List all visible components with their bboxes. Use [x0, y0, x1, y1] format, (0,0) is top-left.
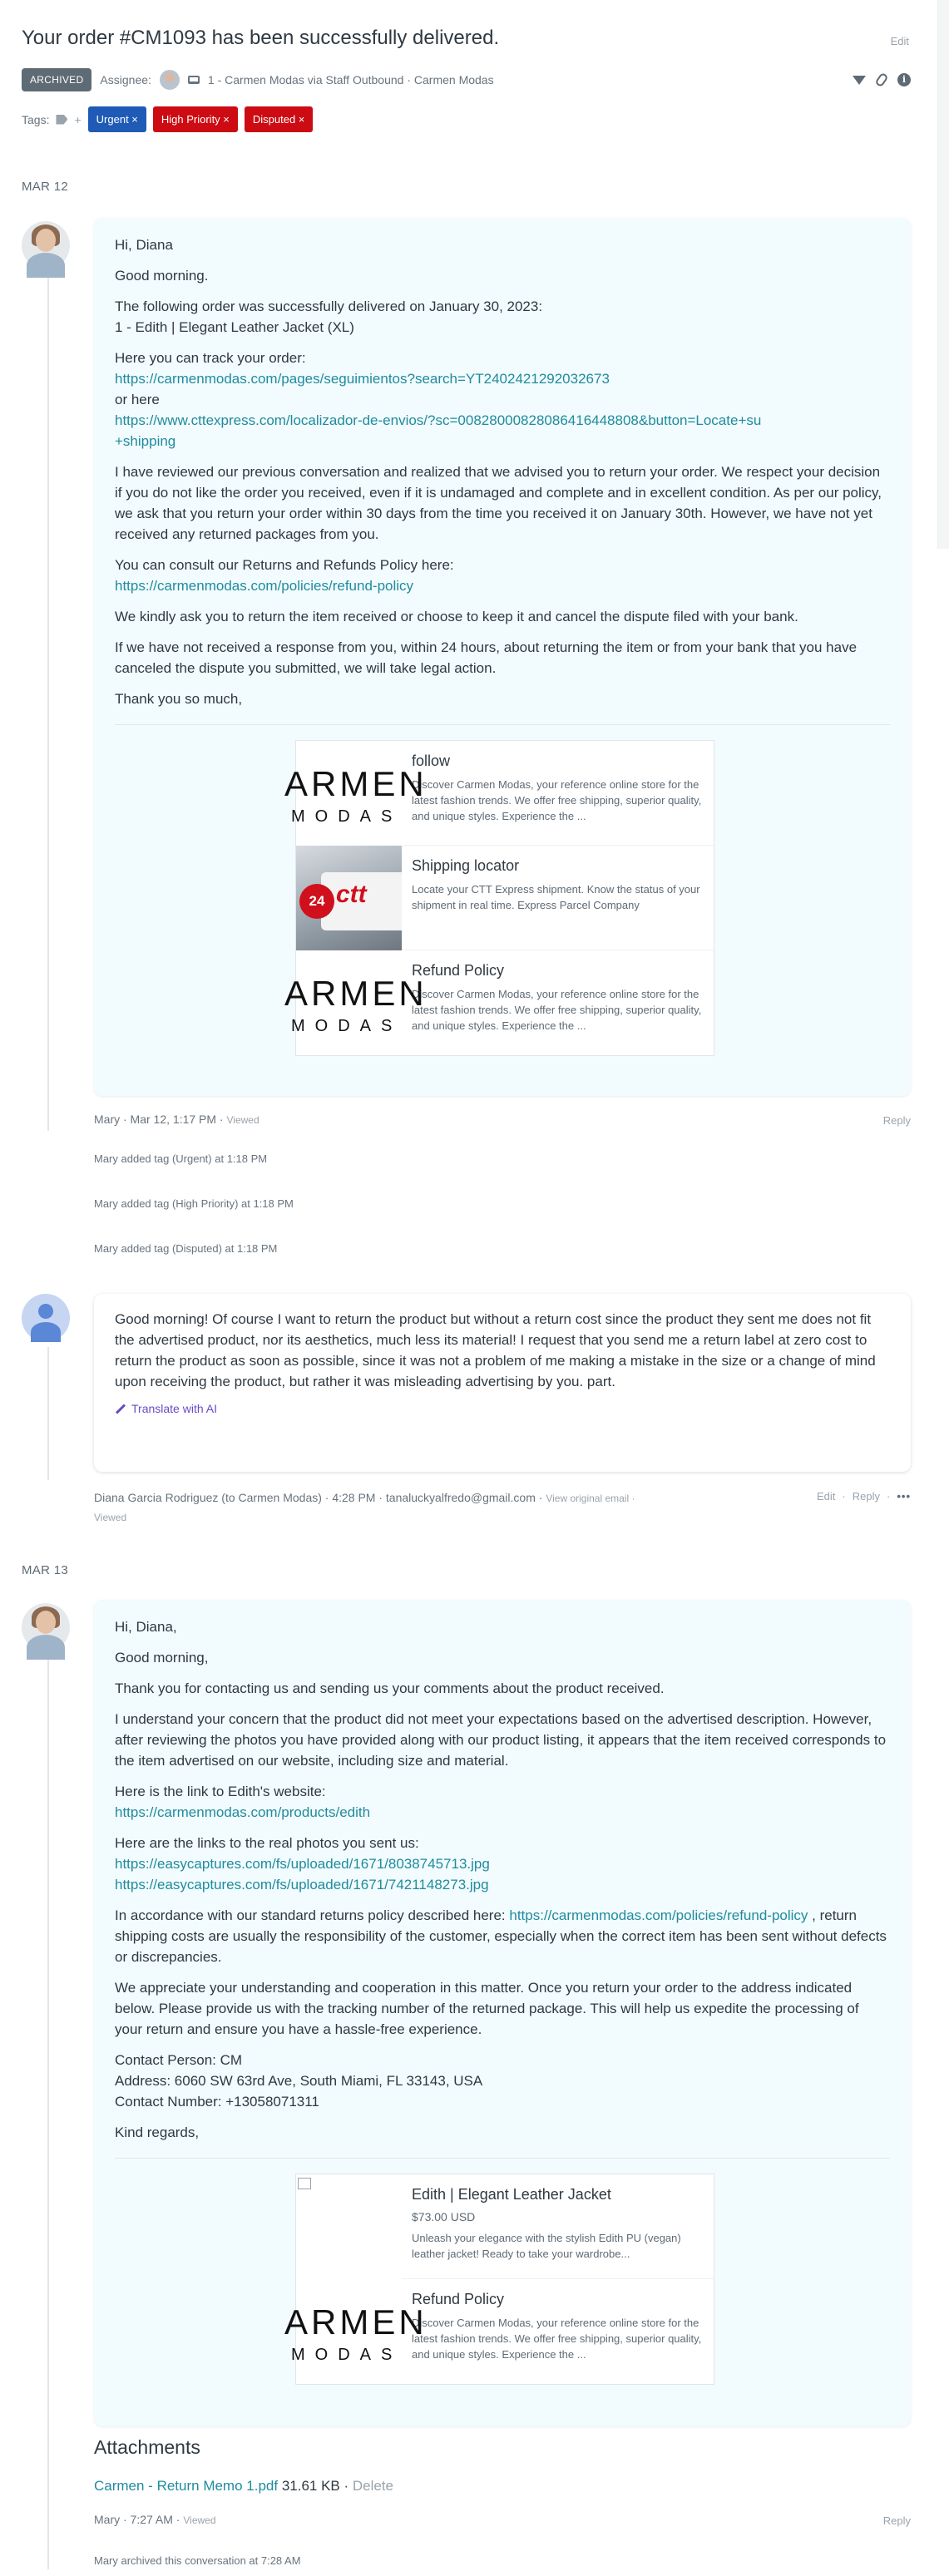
tag-urgent[interactable]: Urgent × — [88, 106, 146, 132]
product-image-placeholder — [296, 2174, 402, 2279]
tags-label: Tags: — [22, 112, 50, 126]
author-timestamp: Mary · 7:27 AM · — [94, 2513, 184, 2526]
card-description: Locate your CTT Express shipment. Know the status of your shipment in real time. Express Parcel Company — [412, 883, 700, 911]
message-text: Good morning! Of course I want to return the product but without a return cost since the product they sent me does not fit the advertised product, nor its aesthetics, much less its material! I request that you send me a return label at zero cost to return the product as soon as possible, since it was not a problem of me making a mistake in the size or a change of mind upon receiving the product, but rather it was misleading advertising by you. part. — [115, 1311, 876, 1389]
edit-title-link[interactable]: Edit — [890, 35, 909, 47]
assignee-text[interactable]: 1 - Carmen Modas via Staff Outbound · Carmen Modas — [207, 73, 494, 86]
divider — [115, 724, 890, 725]
tag-disputed[interactable]: Disputed × — [245, 106, 314, 132]
refund-policy-link[interactable]: https://carmenmodas.com/policies/refund-policy — [509, 1907, 808, 1923]
message-text — [115, 348, 890, 452]
logo-text: MODAS — [291, 1017, 403, 1035]
activity-event: Mary added tag (Disputed) at 1:18 PM — [94, 1242, 278, 1255]
link-previews — [284, 2174, 714, 2385]
file-size: 31.61 KB · — [278, 2478, 353, 2494]
message-actions — [817, 1490, 911, 1503]
translate-with-ai-button[interactable] — [115, 1402, 890, 1415]
activity-event: Mary added tag (Urgent) at 1:18 PM — [94, 1152, 268, 1165]
link-preview-card[interactable] — [284, 741, 714, 846]
logo-text: MODAS — [291, 2346, 403, 2364]
carmen-modas-logo — [284, 2279, 428, 2384]
more-actions-icon[interactable]: ••• — [897, 1490, 911, 1503]
contact-person: Contact Person: CM — [115, 2052, 243, 2068]
text-line: Here is the link to Edith's website: — [115, 1784, 326, 1799]
card-price: $73.00 USD — [412, 2210, 476, 2223]
message-text — [115, 1905, 890, 1967]
activity-event: Mary added tag (High Priority) at 1:18 PM — [94, 1197, 294, 1210]
text-line: You can consult our Returns and Refunds Policy here: — [115, 557, 454, 573]
message-meta — [94, 1488, 801, 1527]
card-title[interactable]: Edith | Elegant Leather Jacket — [412, 2186, 611, 2203]
tags-row — [22, 106, 313, 132]
laptop-icon — [188, 76, 200, 84]
tracking-link[interactable]: https://carmenmodas.com/pages/seguimientos?search=YT2402421292032673 — [115, 371, 610, 387]
card-title[interactable]: follow — [412, 753, 451, 769]
card-title[interactable]: Shipping locator — [412, 857, 520, 874]
delete-attachment-button[interactable]: Delete — [352, 2478, 394, 2494]
timeline-line — [47, 1630, 49, 2569]
message-text: Kind regards, — [115, 2124, 200, 2140]
attachment-file-link[interactable]: Carmen - Return Memo 1.pdf — [94, 2478, 279, 2494]
link-preview-card[interactable] — [284, 950, 714, 1055]
assignee-label: Assignee: — [100, 73, 151, 86]
logo-text: ARMEN — [284, 974, 428, 1013]
divider — [115, 2158, 890, 2159]
photo-link[interactable]: https://easycaptures.com/fs/uploaded/1671/8038745713.jpg — [115, 1856, 490, 1872]
text-line: , return shipping costs are usually the responsibility of the customer, especially when the correct item has been sent without defects or discrepancies. — [115, 1907, 887, 1965]
reply-button[interactable]: Reply — [882, 1114, 911, 1127]
add-tag-button[interactable]: + — [74, 112, 82, 126]
separator: · — [629, 1493, 635, 1504]
author-timestamp: Mary · Mar 12, 1:17 PM · — [94, 1113, 227, 1126]
message-text: We kindly ask you to return the item received or choose to keep it and cancel the dispute filed with your bank. — [115, 609, 798, 624]
ticket-actions — [853, 73, 911, 86]
viewed-status: Viewed — [226, 1114, 259, 1126]
customer-message — [94, 1294, 911, 1472]
card-description: Discover Carmen Modas, your reference online store for the latest fashion trends. We offer free shipping, superior quality, and unique styles. Experience the ... — [412, 988, 702, 1032]
page-scrollbar[interactable] — [937, 0, 949, 549]
timeline-line — [47, 249, 49, 1131]
text-line: In accordance with our standard returns policy described here: — [115, 1907, 510, 1923]
logo-text: ARMEN — [284, 764, 428, 803]
contact-number: Contact Number: +13058071311 — [115, 2094, 319, 2110]
photo-link[interactable]: https://easycaptures.com/fs/uploaded/1671/7421148273.jpg — [115, 1877, 489, 1893]
ticket-meta-row — [22, 68, 494, 91]
contact-address: Address: 6060 SW 63rd Ave, South Miami, FL 33143, USA — [115, 2073, 483, 2089]
customer-avatar — [22, 1294, 70, 1342]
agent-message — [94, 218, 911, 1096]
link-preview-card[interactable] — [296, 846, 714, 950]
logo-text: MODAS — [291, 807, 403, 826]
refund-policy-link[interactable]: https://carmenmodas.com/policies/refund-policy — [115, 578, 414, 594]
ticket-title: Your order #CM1093 has been successfully delivered. — [22, 27, 500, 49]
greeting: Hi, Diana — [115, 237, 173, 253]
edit-button[interactable]: Edit — [817, 1490, 836, 1503]
viewed-status: Viewed — [94, 1512, 127, 1523]
message-text: I understand your concern that the product did not meet your expectations based on the advertised description. However, after reviewing the photos you have provided along with our product listing, it appears that the item received corresponds to the item advertised on our website, including size and material. — [115, 1711, 887, 1769]
info-icon[interactable]: i — [897, 73, 911, 86]
ctt-tracking-link[interactable]: https://www.cttexpress.com/localizador-de-envios/?sc=00828000828086416448808&button=Locate+su — [115, 412, 762, 428]
message-meta — [94, 1113, 259, 1126]
agent-avatar — [22, 221, 70, 269]
contact-block — [115, 2050, 890, 2112]
agent-message — [94, 1600, 911, 2426]
text-line: Here are the links to the real photos you sent us: — [115, 1835, 419, 1851]
message-text — [115, 1781, 890, 1823]
message-meta — [94, 2513, 216, 2526]
text-line: 1 - Edith | Elegant Leather Jacket (XL) — [115, 319, 354, 335]
broken-image-icon — [298, 2178, 311, 2189]
text-line: The following order was successfully delivered on January 30, 2023: — [115, 299, 543, 314]
agent-avatar — [22, 1603, 70, 1651]
filter-icon[interactable] — [853, 76, 866, 85]
message-text: Good morning. — [115, 268, 209, 284]
timeline-line — [47, 1347, 49, 1480]
separator: · — [842, 1490, 846, 1503]
message-text: I have reviewed our previous conversation and realized that we advised you to return your order. We respect your decision if you do not like the order you received, even if it is undamaged and complete and in excellent condition. As per our policy, we ask that you return your order within 30 days from the time you received it on January 30th. However, we have not yet received any returned packages from you. — [115, 464, 882, 542]
link-preview-card[interactable] — [284, 2279, 714, 2384]
carmen-modas-logo — [284, 950, 428, 1055]
message-text: Thank you for contacting us and sending us your comments about the product received. — [115, 1680, 665, 1696]
card-description: Unleash your elegance with the stylish Edith PU (vegan) leather jacket! Ready to take your wardrobe... — [412, 2232, 681, 2260]
greeting: Hi, Diana, — [115, 1619, 177, 1635]
date-separator: MAR 12 — [22, 180, 68, 194]
card-description: Discover Carmen Modas, your reference online store for the latest fashion trends. We offer free shipping, superior quality, and unique styles. Experience the ... — [412, 778, 702, 822]
message-text: If we have not received a response from you, within 24 hours, about returning the item or from your bank that you have canceled the dispute you submitted, we will take legal action. — [115, 639, 858, 676]
viewed-status: Viewed — [183, 2514, 216, 2526]
ctt-shipping-image — [296, 846, 402, 950]
attachment-item — [94, 2478, 393, 2495]
activity-event: Mary archived this conversation at 7:28 AM — [94, 2554, 301, 2567]
date-separator: MAR 13 — [22, 1563, 68, 1577]
link-preview-card[interactable] — [296, 2174, 714, 2279]
message-text — [115, 555, 890, 596]
status-badge: ARCHIVED — [22, 68, 91, 91]
message-text — [115, 296, 890, 338]
ctt-badge: 24 — [299, 884, 334, 919]
tag-high-priority[interactable]: High Priority × — [153, 106, 238, 132]
view-original-email-link[interactable]: View original email — [546, 1493, 630, 1504]
reply-button[interactable]: Reply — [852, 1490, 880, 1503]
attachments-heading: Attachments — [94, 2436, 200, 2458]
author-timestamp: Diana Garcia Rodriguez (to Carmen Modas) · 4:28 PM · tanaluckyalfredo@gmail.com · — [94, 1491, 546, 1504]
card-title[interactable]: Refund Policy — [412, 2291, 505, 2307]
logo-text: ARMEN — [284, 2302, 428, 2342]
carmen-modas-logo — [284, 741, 428, 846]
text-line: or here — [115, 392, 160, 407]
message-text: We appreciate your understanding and cooperation in this matter. Once you return your order to the address indicated below. Please provide us with the tracking number of the returned package. This will help us expedite the processing of your return and ensure you have a hassle-free experience. — [115, 1980, 859, 2037]
separator: · — [887, 1490, 891, 1503]
paperclip-icon[interactable] — [874, 72, 888, 88]
message-text: Thank you so much, — [115, 691, 243, 707]
ctt-tracking-link[interactable]: +shipping — [115, 433, 176, 449]
message-text — [115, 1833, 890, 1895]
text-line: Here you can track your order: — [115, 350, 306, 366]
reply-button[interactable]: Reply — [882, 2514, 911, 2527]
ctt-logo: ctt — [336, 881, 367, 908]
card-description: Discover Carmen Modas, your reference online store for the latest fashion trends. We offer free shipping, superior quality, and unique styles. Experience the ... — [412, 2317, 702, 2361]
message-text: Good morning, — [115, 1650, 209, 1666]
assignee-avatar[interactable] — [160, 70, 180, 90]
card-title[interactable]: Refund Policy — [412, 962, 505, 979]
product-link[interactable]: https://carmenmodas.com/products/edith — [115, 1804, 371, 1820]
link-previews — [284, 740, 714, 1056]
tag-icon[interactable] — [56, 115, 67, 125]
translate-label: Translate with AI — [131, 1402, 217, 1415]
magic-wand-icon — [116, 1404, 126, 1414]
